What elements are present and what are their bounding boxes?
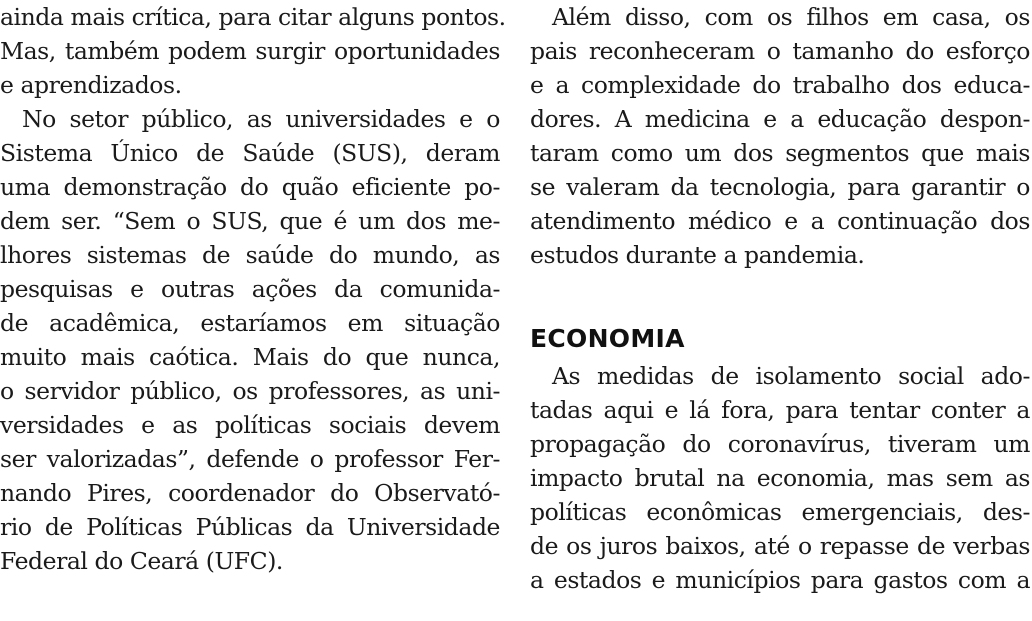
text-line: lhores sistemas de saúde do mundo, as — [0, 241, 500, 269]
text-line: e a complexidade do trabalho dos educa- — [530, 71, 1030, 99]
text-line: rio de Políticas Públicas da Universidade — [0, 513, 500, 541]
text-line: a estados e municípios para gastos com a — [530, 566, 1030, 594]
text-line: se valeram da tecnologia, para garantir o — [530, 173, 1030, 201]
text-line: estudos durante a pandemia. — [530, 241, 865, 269]
text-line: atendimento médico e a continuação dos — [530, 207, 1030, 235]
text-line: ser valorizadas”, defende o professor Fer- — [0, 445, 500, 473]
text-line: ainda mais crítica, para citar alguns pontos. — [0, 3, 506, 31]
text-line: pais reconheceram o tamanho do esforço — [530, 37, 1030, 65]
text-line: pesquisas e outras ações da comunida- — [0, 275, 500, 303]
text-line: muito mais caótica. Mais do que nunca, — [0, 343, 500, 371]
text-line: e aprendizados. — [0, 71, 182, 99]
text-line: de os juros baixos, até o repasse de verbas — [530, 532, 1030, 560]
section-heading: ECONOMIA — [530, 324, 685, 353]
paragraph-start-line: As medidas de isolamento social ado- — [552, 362, 1030, 390]
text-line: o servidor público, os professores, as uni- — [0, 377, 500, 405]
text-line: Mas, também podem surgir oportunidades — [0, 37, 500, 65]
text-line: Sistema Único de Saúde (SUS), deram — [0, 139, 500, 167]
text-line: dem ser. “Sem o SUS, que é um dos me- — [0, 207, 500, 235]
paragraph-start-line: Além disso, com os filhos em casa, os — [552, 3, 1030, 31]
text-line: nando Pires, coordenador do Observató- — [0, 479, 500, 507]
text-line: propagação do coronavírus, tiveram um — [530, 430, 1030, 458]
text-line: taram como um dos segmentos que mais — [530, 139, 1030, 167]
text-line: versidades e as políticas sociais devem — [0, 411, 500, 439]
text-line: Federal do Ceará (UFC). — [0, 547, 283, 575]
text-line: políticas econômicas emergenciais, des- — [530, 498, 1030, 526]
paragraph-start-line: No setor público, as universidades e o — [22, 105, 500, 133]
text-line: uma demonstração do quão eficiente po- — [0, 173, 500, 201]
text-line: impacto brutal na economia, mas sem as — [530, 464, 1030, 492]
text-line: de acadêmica, estaríamos em situação — [0, 309, 500, 337]
text-line: dores. A medicina e a educação despon- — [530, 105, 1030, 133]
text-line: tadas aqui e lá fora, para tentar conter a — [530, 396, 1030, 424]
